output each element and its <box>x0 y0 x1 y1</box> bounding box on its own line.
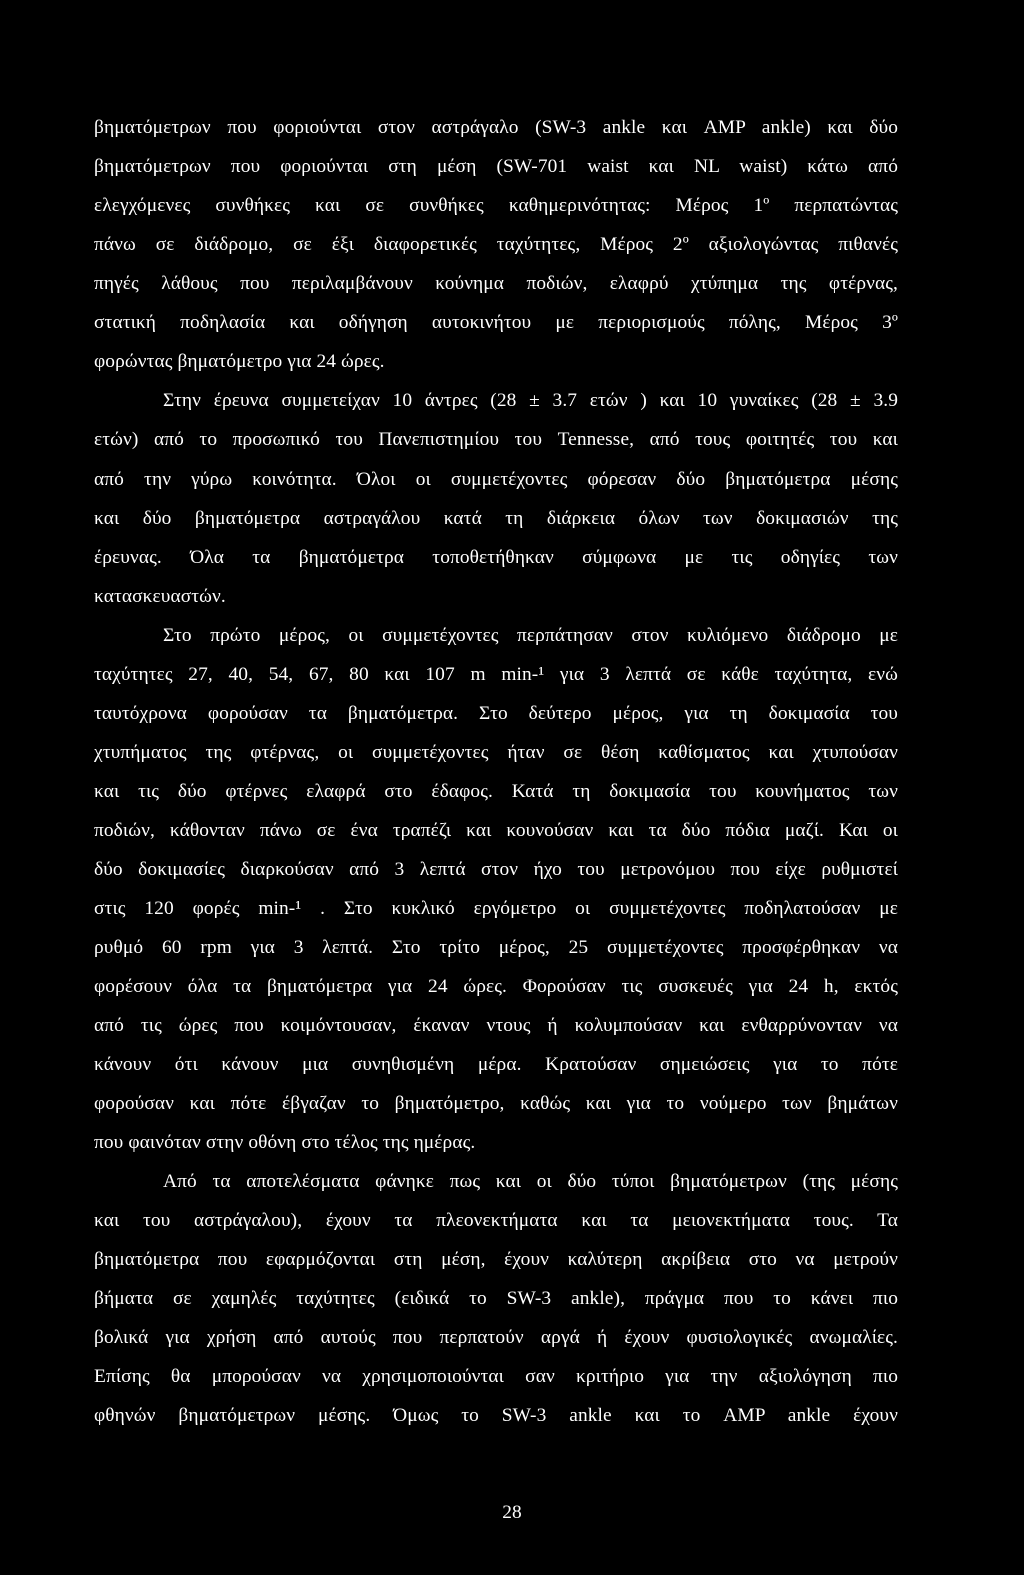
text-line: και δύο βηματόμετρα αστραγάλου κατά τη διάρκεια όλων των δοκιμασιών της <box>94 508 898 529</box>
text-line: από τις ώρες που κοιμόντουσαν, έκαναν ντους ή κολυμπούσαν και ενθαρρύνονταν να <box>94 1015 898 1036</box>
text-line: έρευνας. Όλα τα βηματόμετρα τοποθετήθηκαν σύμφωνα με τις οδηγίες των <box>94 547 898 568</box>
text-line: και του αστράγαλου), έχουν τα πλεονεκτήματα και τα μειονεκτήματα τους. Τα <box>94 1210 898 1231</box>
text-line: βηματόμετρων που φοριούνται στη μέση (SW-701 waist και NL waist) κάτω από <box>94 156 898 177</box>
text-line: φθηνών βηματόμετρων μέσης. Όμως το SW-3 ankle και το AMP ankle έχουν <box>94 1405 898 1426</box>
text-line: από την γύρω κοινότητα. Όλοι οι συμμετέχοντες φόρεσαν δύο βηματόμετρα μέσης <box>94 469 898 490</box>
text-line: πάνω σε διάδρομο, σε έξι διαφορετικές ταχύτητες, Μέρος 2º αξιολογώντας πιθανές <box>94 234 898 255</box>
text-line: βηματόμετρων που φοριούνται στον αστράγαλο (SW-3 ankle και AMP ankle) και δύο <box>94 117 898 138</box>
text-line: ρυθμό 60 rpm για 3 λεπτά. Στο τρίτο μέρος, 25 συμμετέχοντες προσφέρθηκαν να <box>94 937 898 958</box>
text-line: κάνουν ότι κάνουν μια συνηθισμένη μέρα. Κρατούσαν σημειώσεις για το πότε <box>94 1054 898 1075</box>
text-line: Επίσης θα μπορούσαν να χρησιμοποιούνται σαν κριτήριο για την αξιολόγηση πιο <box>94 1366 898 1387</box>
text-line: χτυπήματος της φτέρνας, οι συμμετέχοντες ήταν σε θέση καθίσματος και χτυπούσαν <box>94 742 898 763</box>
text-line: βολικά για χρήση από αυτούς που περπατούν αργά ή έχουν φυσιολογικές ανωμαλίες. <box>94 1327 898 1348</box>
text-line: φορέσουν όλα τα βηματόμετρα για 24 ώρες. Φορούσαν τις συσκευές για 24 h, εκτός <box>94 976 898 997</box>
text-line: φορώντας βηματόμετρο για 24 ώρες. <box>94 351 385 372</box>
text-line: φορούσαν και πότε έβγαζαν το βηματόμετρο, καθώς και για το νούμερο των βημάτων <box>94 1093 898 1114</box>
text-line: ελεγχόμενες συνθήκες και σε συνθήκες καθημερινότητας: Μέρος 1º περπατώντας <box>94 195 898 216</box>
text-line: δύο δοκιμασίες διαρκούσαν από 3 λεπτά στον ήχο του μετρονόμου που είχε ρυθμιστεί <box>94 859 898 880</box>
page-number: 28 <box>502 1502 522 1523</box>
text-line: ποδιών, κάθονταν πάνω σε ένα τραπέζι και κουνούσαν και τα δύο πόδια μαζί. Και οι <box>94 820 898 841</box>
text-line: πηγές λάθους που περιλαμβάνουν κούνημα ποδιών, ελαφρύ χτύπημα της φτέρνας, <box>94 273 898 294</box>
text-line: βηματόμετρα που εφαρμόζονται στη μέση, έχουν καλύτερη ακρίβεια στο να μετρούν <box>94 1249 898 1270</box>
text-line: Στην έρευνα συμμετείχαν 10 άντρες (28 ± 3.7 ετών ) και 10 γυναίκες (28 ± 3.9 <box>163 390 898 411</box>
text-line: ταχύτητες 27, 40, 54, 67, 80 και 107 m min-¹ για 3 λεπτά σε κάθε ταχύτητα, ενώ <box>94 664 898 685</box>
text-line: στις 120 φορές min-¹ . Στο κυκλικό εργόμετρο οι συμμετέχοντες ποδηλατούσαν με <box>94 898 898 919</box>
text-line: Στο πρώτο μέρος, οι συμμετέχοντες περπάτησαν στον κυλιόμενο διάδρομο με <box>163 625 898 646</box>
text-line: στατική ποδηλασία και οδήγηση αυτοκινήτου με περιορισμούς πόλης, Μέρος 3º <box>94 312 898 333</box>
text-line: ταυτόχρονα φορούσαν τα βηματόμετρα. Στο δεύτερο μέρος, για τη δοκιμασία του <box>94 703 898 724</box>
text-line: ετών) από το προσωπικό του Πανεπιστημίου του Tennesse, από τους φοιτητές του και <box>94 429 898 450</box>
text-line: και τις δύο φτέρνες ελαφρά στο έδαφος. Κατά τη δοκιμασία του κουνήματος των <box>94 781 898 802</box>
text-line: κατασκευαστών. <box>94 586 226 607</box>
text-line: Από τα αποτελέσματα φάνηκε πως και οι δύο τύποι βηματόμετρων (της μέσης <box>163 1171 898 1192</box>
text-line: που φαινόταν στην οθόνη στο τέλος της ημέρας. <box>94 1132 476 1153</box>
text-line: βήματα σε χαμηλές ταχύτητες (ειδικά το SW-3 ankle), πράγμα που το κάνει πιο <box>94 1288 898 1309</box>
